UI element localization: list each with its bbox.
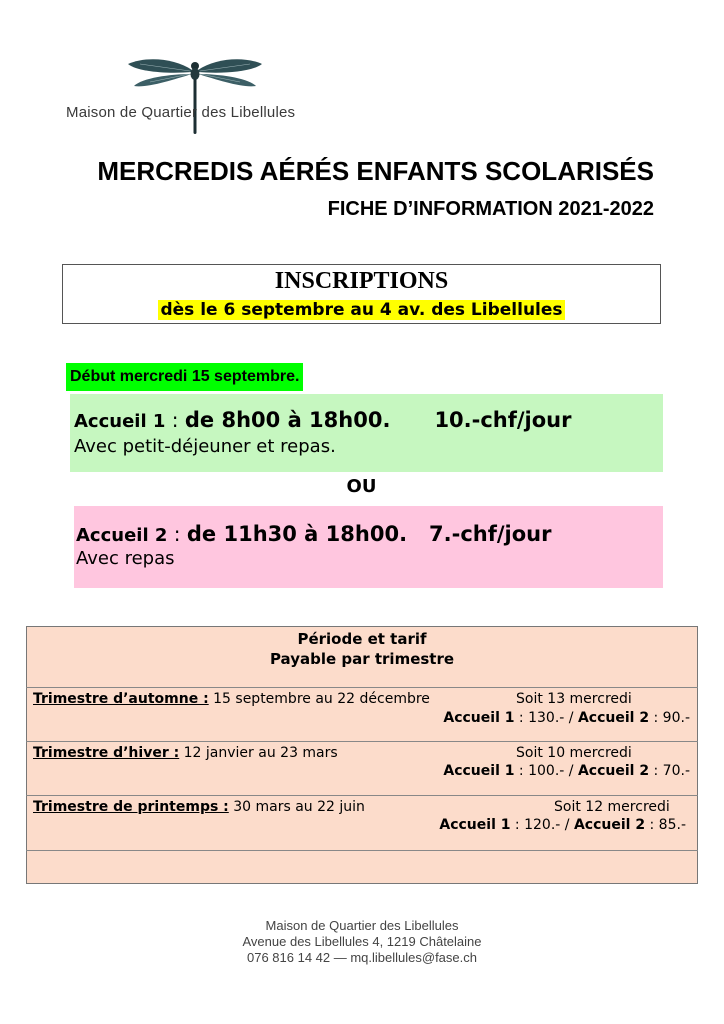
row-term: Trimestre d’automne : [33, 691, 209, 707]
row-prices [300, 710, 690, 726]
row-a2-price: : 90.- [649, 710, 690, 726]
accueil2-detail: Avec repas [76, 548, 175, 569]
row-count: Soit 10 mercredi [516, 745, 632, 761]
row-a1-label: Accueil 1 [439, 817, 511, 833]
row-a1-label: Accueil 1 [443, 763, 515, 779]
row-a2-price: : 85.- [645, 817, 686, 833]
row-a2-label: Accueil 2 [577, 710, 650, 726]
table-divider [26, 795, 698, 796]
row-a2-label: Accueil 2 [573, 817, 646, 833]
accueil2-hours: de 11h30 à 18h00. [186, 522, 408, 546]
row-a2-label: Accueil 2 [577, 763, 650, 779]
row-count: Soit 13 mercredi [516, 691, 632, 707]
footer-contact: 076 816 14 42 — mq.libellules@fase.ch [246, 950, 477, 965]
footer-address: Avenue des Libellules 4, 1219 Châtelaine [242, 934, 482, 949]
accueil1-sep: : [165, 408, 185, 432]
table-divider [26, 687, 698, 688]
dragonfly-icon [120, 50, 270, 140]
accueil2-price: 7.-chf/jour [429, 522, 552, 546]
table-header-title: Période et tarif [297, 630, 427, 648]
accueil1-price: 10.-chf/jour [434, 408, 572, 432]
inscriptions-date: dès le 6 septembre au 4 av. des Libellules [160, 300, 563, 320]
row-a1-price: : 130.- / [514, 710, 578, 726]
page-title: MERCREDIS AÉRÉS ENFANTS SCOLARISÉS [97, 156, 654, 186]
accueil1-line [74, 408, 572, 432]
accueil2-line [76, 522, 552, 546]
or-separator: OU [346, 476, 377, 497]
table-row-label [33, 799, 365, 815]
footer-name: Maison de Quartier des Libellules [265, 918, 459, 933]
row-term: Trimestre d’hiver : [33, 745, 180, 761]
row-dates: 12 janvier au 23 mars [179, 745, 338, 761]
page-subtitle: FICHE D’INFORMATION 2021-2022 [327, 198, 654, 220]
table-divider [26, 850, 698, 851]
accueil1-hours: de 8h00 à 18h00. [184, 408, 391, 432]
table-row-label [33, 745, 338, 761]
accueil2-label: Accueil 2 [76, 525, 168, 546]
accueil2-box [74, 506, 663, 588]
accueil2-sep: : [167, 522, 187, 546]
start-date-badge: Début mercredi 15 septembre. [66, 363, 303, 391]
row-a1-label: Accueil 1 [443, 710, 515, 726]
row-a1-price: : 100.- / [514, 763, 578, 779]
row-prices [300, 763, 690, 779]
row-dates: 30 mars au 22 juin [228, 799, 365, 815]
logo-text: Maison de Quartier des Libellules [66, 104, 296, 121]
table-row-label [33, 691, 430, 707]
row-a1-price: : 120.- / [510, 817, 574, 833]
accueil1-label: Accueil 1 [74, 411, 166, 432]
table-divider [26, 741, 698, 742]
row-a2-price: : 70.- [649, 763, 690, 779]
table-header-subtitle: Payable par trimestre [269, 650, 455, 668]
accueil1-box [70, 394, 663, 472]
inscriptions-date-wrap [62, 300, 661, 320]
row-prices [296, 817, 686, 833]
row-dates: 15 septembre au 22 décembre [208, 691, 430, 707]
accueil1-detail: Avec petit-déjeuner et repas. [74, 436, 336, 457]
row-count: Soit 12 mercredi [554, 799, 670, 815]
row-term: Trimestre de printemps : [33, 799, 229, 815]
inscriptions-title: INSCRIPTIONS [274, 268, 449, 294]
